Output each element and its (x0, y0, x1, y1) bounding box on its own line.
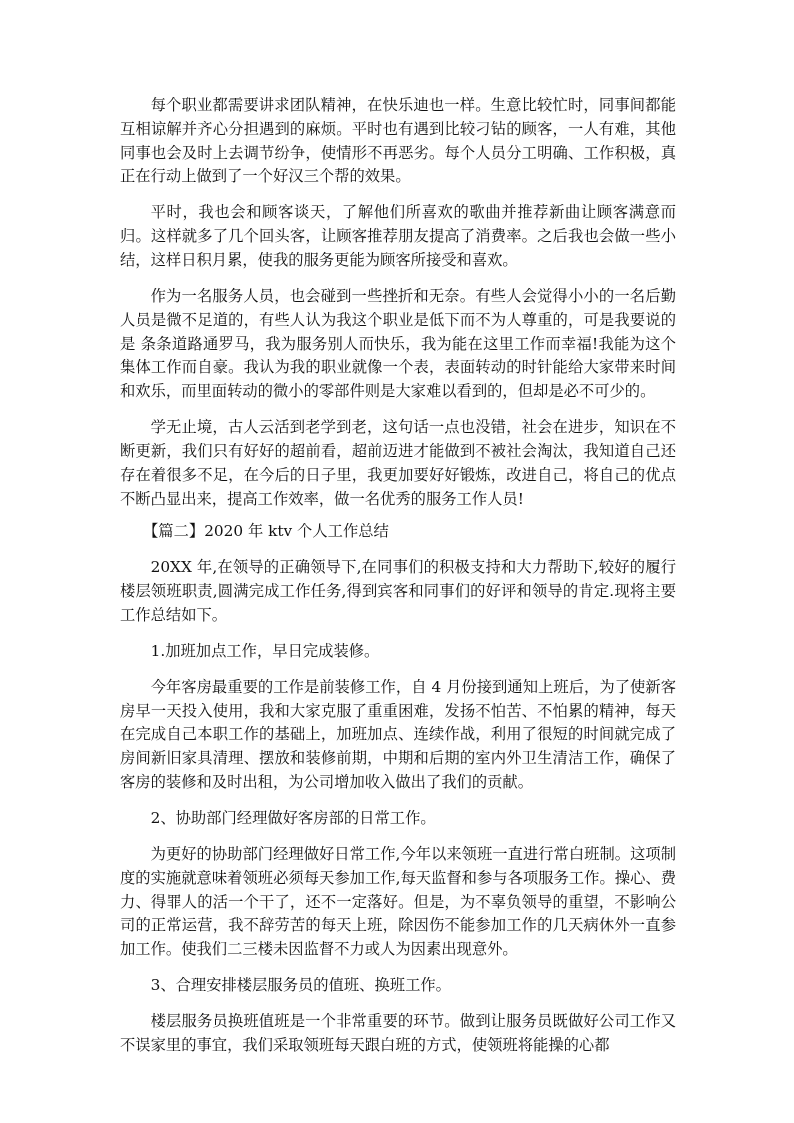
section-intro: 20XX 年,在领导的正确领导下,在同事们的积极支持和大力帮助下,较好的履行楼层领班职责,圆满完成工作任务,得到宾客和同事们的好评和领导的肯定.现将主要工作总结如下。 (120, 558, 676, 624)
paragraph-setbacks: 作为一名服务人员，也会碰到一些挫折和无奈。有些人会觉得小小的一名后勤人员是微不足道的，有些人认为我这个职业是低下而不为人尊重的，可是我要说的是 条条道路通罗马，我为服务别人而快乐，我为能在这里工作而幸福!我能为这个集体工作而自豪。我认为我的职业就像一个表，表面转动的时针能给大家带来时间和欢乐，而里面转动的微小的零部件则是大家难以看到的，但却是必不可少的。 (120, 286, 676, 401)
section-heading: 【篇二】2020 年 ktv 个人工作总结 (143, 522, 389, 541)
document-page (120, 94, 676, 1070)
paragraph-customer-chat: 平时，我也会和顾客谈天，了解他们所喜欢的歌曲并推荐新曲让顾客满意而归。这样就多了几个回头客，让顾客推荐朋友提高了消费率。之后我也会做一些小结，这样日积月累，使我的服务更能为顾客所接受和喜欢。 (120, 203, 676, 269)
item-title-3: 3、合理安排楼层服务员的值班、换班工作。 (150, 976, 451, 995)
paragraph-learning: 学无止境，古人云活到老学到老，这句话一点也没错，社会在进步，知识在不断更新，我们只有好好的超前看，超前迈进才能做到不被社会淘汰，我知道自己还存在着很多不足，在今后的日子里，我更加要好好锻炼，改进自己，将自己的优点不断凸显出来，提高工作效率，做一名优秀的服务工作人员! (120, 418, 676, 508)
item-title-2: 2、协助部门经理做好客房部的日常工作。 (150, 809, 436, 828)
item-body-2: 为更好的协助部门经理做好日常工作,今年以来领班一直进行常白班制。这项制度的实施就意味着领班必须每天参加工作,每天监督和参与各项服务工作。操心、费力、得罪人的活一个干了，还不一定落好。但是，为不辜负领导的重望，不影响公司的正常运营，我不辞劳苦的每天上班，除因伤不能参加工作的几天病休外一直参加工作。使我们二三楼未因监督不力或人为因素出现意外。 (120, 845, 676, 959)
item-body-1: 今年客房最重要的工作是前装修工作，自 4 月份接到通知上班后，为了使新客房早一天投入使用，我和大家克服了重重困难，发扬不怕苦、不怕累的精神，每天在完成自己本职工作的基础上，加班加点、连续作战，利用了很短的时间就完成了房间新旧家具清理、摆放和装修前期，中期和后期的室内外卫生清洁工作，确保了客房的装修和及时出租，为公司增加收入做出了我们的贡献。 (120, 677, 676, 792)
item-title-1: 1.加班加点工作，早日完成装修。 (150, 641, 380, 660)
paragraph-teamwork: 每个职业都需要讲求团队精神，在快乐迪也一样。生意比较忙时，同事间都能互相谅解并齐心分担遇到的麻烦。平时也有遇到比较刁钻的顾客，一人有难，其他同事也会及时上去调节纷争，使情形不再恶劣。每个人员分工明确、工作积极，真正在行动上做到了一个好汉三个帮的效果。 (120, 96, 676, 186)
item-body-3: 楼层服务员换班值班是一个非常重要的环节。做到让服务员既做好公司工作又不误家里的事宜，我们采取领班每天跟白班的方式，使领班将能操的心都 (120, 1012, 676, 1054)
